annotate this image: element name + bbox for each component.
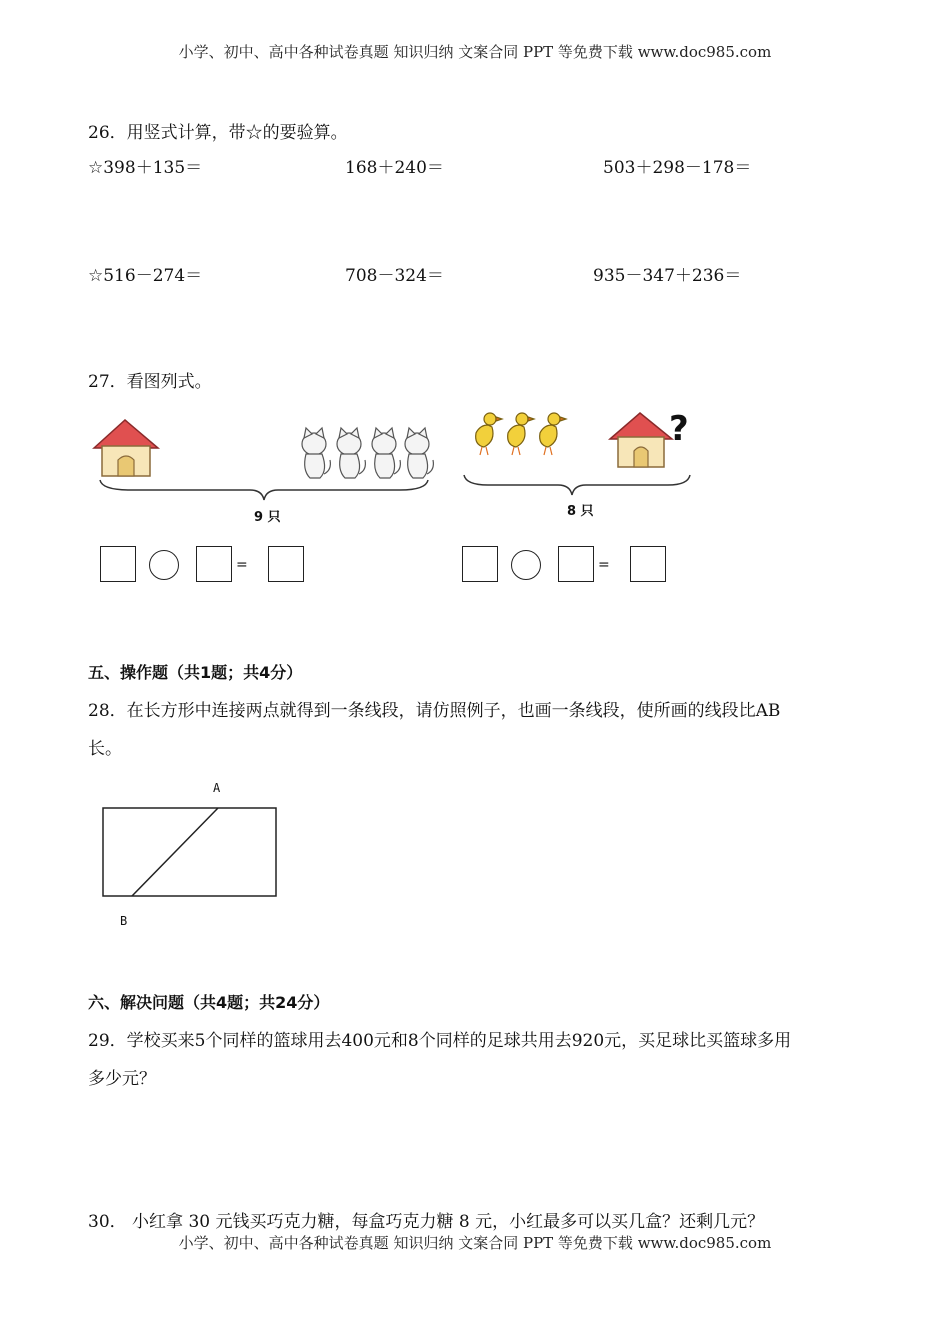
q28-text-line1: 28．在长方形中连接两点就得到一条线段，请仿照例子，也画一条线段，使所画的线段比AB: [88, 701, 781, 721]
q26-item-6: 935－347＋236＝: [593, 266, 742, 286]
answer-box-right-2[interactable]: [558, 546, 594, 582]
segment-ab: [132, 808, 218, 896]
ducks-icon: [476, 413, 566, 455]
q27-title: 27．看图列式。: [88, 372, 212, 392]
point-a-label: A: [213, 781, 221, 795]
q26-item-4: ☆516－274＝: [88, 266, 203, 286]
answer-box-left-1[interactable]: [100, 546, 136, 582]
q29-text-line2: 多少元？: [88, 1069, 156, 1089]
q26-item-5: 708－324＝: [345, 266, 444, 286]
point-b-label: B: [120, 914, 128, 928]
q29-text-line1: 29．学校买来5个同样的篮球用去400元和8个同样的足球共用去920元，买足球比买篮球多用: [88, 1031, 792, 1051]
operator-circle-right[interactable]: [511, 550, 541, 580]
rectangle: [103, 808, 276, 896]
equals-sign-left: =: [236, 557, 248, 573]
answer-box-right-1[interactable]: [462, 546, 498, 582]
answer-box-left-2[interactable]: [196, 546, 232, 582]
equals-sign-right: =: [598, 557, 610, 573]
cats-icon: [302, 428, 433, 478]
section6-title: 六、解决问题（共4题；共24分）: [88, 993, 330, 1012]
question-mark-icon: ?: [669, 409, 689, 449]
left-total-label: 9 只: [254, 510, 281, 525]
q28-text-line2: 长。: [88, 739, 122, 759]
page-header: 小学、初中、高中各种试卷真题 知识归纳 文案合同 PPT 等免费下载 www.doc985.com: [178, 43, 772, 61]
right-total-label: 8 只: [567, 504, 594, 519]
answer-box-left-result[interactable]: [268, 546, 304, 582]
q26-title: 26．用竖式计算，带☆的要验算。: [88, 123, 348, 143]
house-icon: [610, 413, 672, 467]
q26-item-3: 503＋298－178＝: [603, 158, 752, 178]
page-footer: 小学、初中、高中各种试卷真题 知识归纳 文案合同 PPT 等免费下载 www.doc985.com: [178, 1234, 772, 1252]
q26-item-1: ☆398＋135＝: [88, 158, 203, 178]
rectangle-with-segment-ab: [100, 805, 280, 900]
section5-title: 五、操作题（共1题；共4分）: [88, 663, 303, 682]
house-icon: [94, 420, 158, 476]
q26-item-2: 168＋240＝: [345, 158, 444, 178]
brace: [100, 480, 428, 500]
operator-circle-left[interactable]: [149, 550, 179, 580]
answer-box-right-result[interactable]: [630, 546, 666, 582]
brace: [464, 475, 690, 495]
q30-text: 30． 小红拿 30 元钱买巧克力糖，每盒巧克力糖 8 元，小红最多可以买几盒？还剩几元？: [88, 1212, 765, 1232]
